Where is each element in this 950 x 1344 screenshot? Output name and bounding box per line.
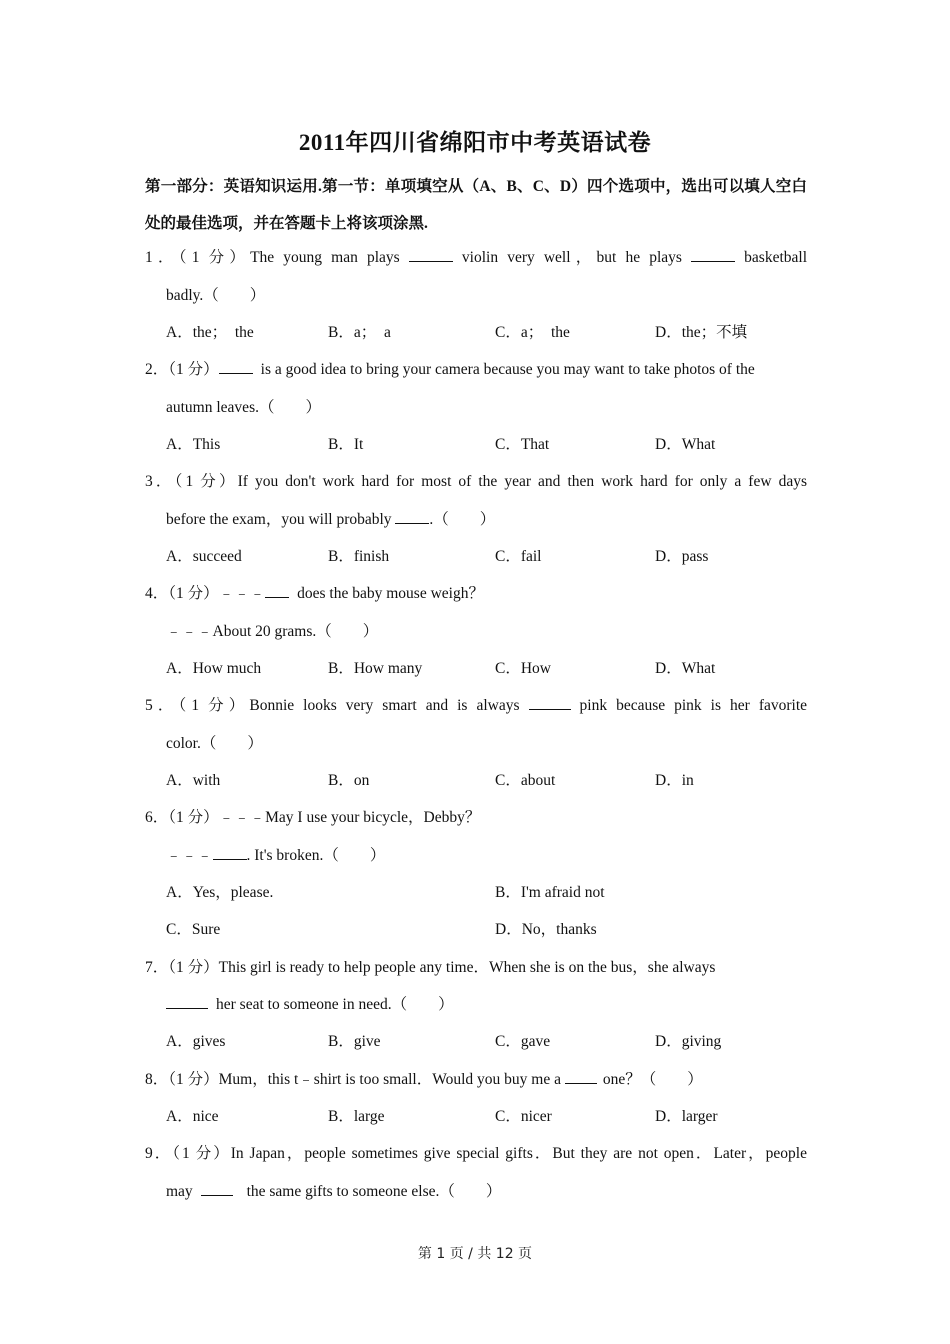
option-b[interactable]: B．give: [328, 1033, 381, 1050]
question-text: . It's broken.（ ）: [246, 847, 386, 864]
question-text: 4．（1 分）﹣﹣﹣: [145, 585, 266, 602]
page-footer: 第 1 页 / 共 12 页: [417, 1246, 533, 1262]
option-a[interactable]: A．How much: [166, 660, 262, 677]
question-text: 1．（1 分）The young man plays: [145, 249, 400, 266]
question-5-line-1: [145, 695, 807, 717]
answer-blank: [691, 247, 735, 262]
question-1-line-1: [145, 247, 807, 269]
option-d[interactable]: D．the；不填: [655, 324, 748, 341]
question-text: the same gifts to someone else.（ ）: [246, 1183, 502, 1200]
question-4-line-2: ﹣﹣﹣About 20 grams.（ ）: [166, 623, 379, 640]
option-c[interactable]: C．about: [495, 772, 556, 789]
option-b[interactable]: B．on: [328, 772, 370, 789]
question-9-line-1: 9．（1 分）In Japan，people sometimes give special gifts．But they are not open．Later，people: [145, 1145, 807, 1162]
question-text: basketball: [744, 249, 808, 266]
option-d[interactable]: D．What: [655, 436, 716, 453]
option-b[interactable]: B．I'm afraid not: [495, 884, 605, 901]
option-b[interactable]: B．finish: [328, 548, 390, 565]
option-a[interactable]: A．succeed: [166, 548, 242, 565]
question-2-line-2: autumn leaves.（ ）: [166, 399, 321, 416]
answer-blank: [265, 583, 289, 598]
question-text: before the exam，you will probably: [166, 511, 392, 528]
question-2-line-1: [145, 359, 755, 381]
question-8-line-1: [145, 1069, 703, 1091]
question-text: ﹣﹣﹣: [166, 847, 213, 864]
option-c[interactable]: C．How: [495, 660, 551, 677]
question-text: is a good idea to bring your camera because you may want to take photos of the: [260, 361, 755, 378]
answer-blank: [213, 845, 247, 860]
page-title: 2011年四川省绵阳市中考英语试卷: [298, 130, 652, 155]
question-9-line-2: [166, 1181, 501, 1203]
question-6-line-2: [166, 845, 385, 867]
question-text: her seat to someone in need.（ ）: [216, 996, 454, 1013]
question-text: one？（ ）: [602, 1071, 703, 1088]
question-3-line-1: 3．（1 分）If you don't work hard for most of the year and then work hard for only a few days: [145, 473, 807, 490]
section-instructions: 第一部分：英语知识运用.第一节：单项填空从（A、B、C、D）四个选项中，选出可以填人空白处的最佳选项，并在答题卡上将该项涂黑.: [145, 178, 807, 232]
option-d[interactable]: D．What: [655, 660, 716, 677]
option-c[interactable]: C．Sure: [166, 921, 221, 938]
question-text: 5．（1 分）Bonnie looks very smart and is always: [145, 697, 520, 714]
option-b[interactable]: B．How many: [328, 660, 423, 677]
question-text: pink because pink is her favorite: [579, 697, 808, 714]
question-text: .（ ）: [429, 511, 496, 528]
question-7-line-1: 7．（1 分）This girl is ready to help people any time．When she is on the bus，she always: [145, 959, 716, 976]
question-text: violin very well，but he plays: [461, 249, 682, 266]
option-a[interactable]: A．gives: [166, 1033, 226, 1050]
option-c[interactable]: C．gave: [495, 1033, 551, 1050]
question-text: 8．（1 分）Mum，this t﹣shirt is too small．Would you buy me a: [145, 1071, 561, 1088]
option-c[interactable]: C．a； the: [495, 324, 570, 341]
option-c[interactable]: C．nicer: [495, 1108, 552, 1125]
question-5-line-2: color.（ ）: [166, 735, 263, 752]
option-a[interactable]: A．with: [166, 772, 221, 789]
option-a[interactable]: A．Yes，please.: [166, 884, 274, 901]
option-a[interactable]: A．This: [166, 436, 221, 453]
option-c[interactable]: C．fail: [495, 548, 542, 565]
option-d[interactable]: D．giving: [655, 1033, 722, 1050]
question-6-line-1: 6．（1 分）﹣﹣﹣May I use your bicycle，Debby？: [145, 809, 481, 826]
question-text: may: [166, 1183, 193, 1200]
option-d[interactable]: D．No，thanks: [495, 921, 597, 938]
question-7-line-2: [166, 994, 454, 1016]
option-d[interactable]: D．larger: [655, 1108, 718, 1125]
answer-blank: [395, 509, 429, 524]
question-text: does the baby mouse weigh？: [297, 585, 484, 602]
option-a[interactable]: A．nice: [166, 1108, 219, 1125]
answer-blank: [166, 994, 208, 1009]
answer-blank: [565, 1069, 597, 1084]
answer-blank: [219, 359, 253, 374]
option-b[interactable]: B．It: [328, 436, 364, 453]
answer-blank: [201, 1181, 233, 1196]
option-d[interactable]: D．pass: [655, 548, 709, 565]
question-4-line-1: [145, 583, 484, 605]
question-1-line-2: badly.（ ）: [166, 287, 266, 304]
answer-blank: [409, 247, 453, 262]
question-text: 2．（1 分）: [145, 361, 219, 378]
option-b[interactable]: B．large: [328, 1108, 385, 1125]
option-a[interactable]: A．the； the: [166, 324, 254, 341]
option-b[interactable]: B．a； a: [328, 324, 391, 341]
option-d[interactable]: D．in: [655, 772, 694, 789]
question-3-line-2: [166, 509, 495, 531]
answer-blank: [529, 695, 571, 710]
option-c[interactable]: C．That: [495, 436, 550, 453]
